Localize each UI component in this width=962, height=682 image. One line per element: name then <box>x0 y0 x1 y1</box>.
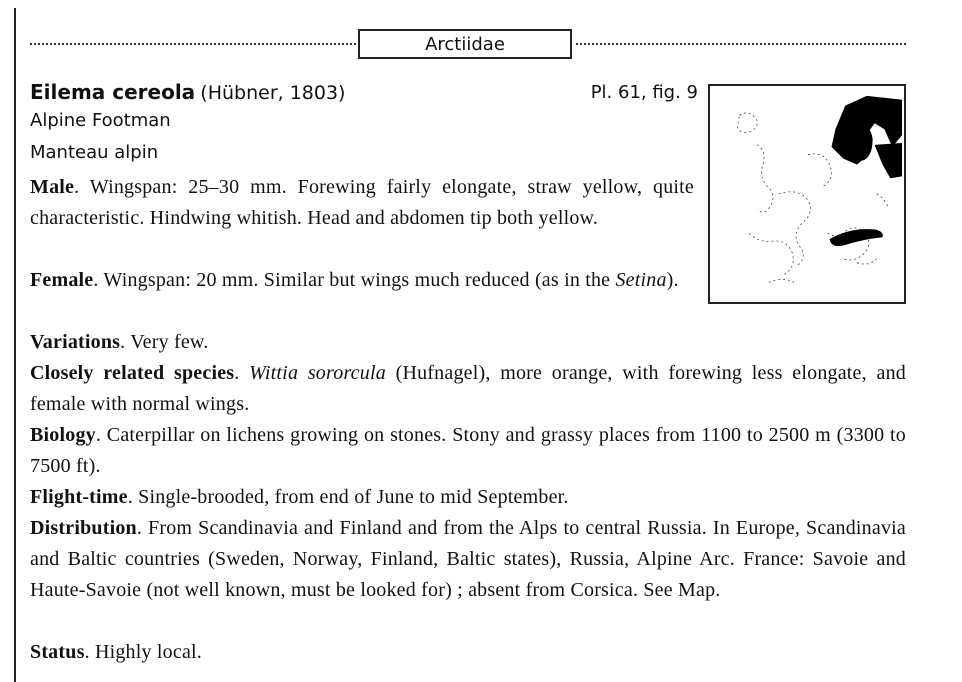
section-status <box>30 637 906 668</box>
section-male <box>30 172 694 234</box>
distribution-map-icon <box>708 84 906 304</box>
variations-text: . Very few. <box>120 331 209 353</box>
species-header <box>30 80 698 104</box>
dotted-rule-right <box>576 43 906 45</box>
female-text-1: . Wingspan: 20 mm. Similar but wings much reduced (as in the <box>93 269 616 291</box>
variations-label: Variations <box>30 331 121 353</box>
female-italic-genus: Setina <box>615 269 667 291</box>
biology-label: Biology <box>30 424 96 446</box>
range-areas <box>830 96 903 246</box>
female-label: Female <box>30 269 94 291</box>
related-italic-species: Wittia sororcula <box>249 362 386 384</box>
section-female <box>30 265 694 296</box>
page-margin-rule <box>14 8 16 682</box>
scientific-name: Eilema cereola <box>30 80 196 104</box>
section-distribution <box>30 513 906 606</box>
distribution-text: . From Scandinavia and Finland and from the Alps to central Russia. In Europe, Scandinavia and Baltic countries (Sweden, Norway, Finland, Baltic states), Russia, Alpine Arc. France: Savoie and Haute-Savoie (not well known, must be looked for) ; absent from Corsica. See Map. <box>30 517 906 601</box>
male-text: . Wingspan: 25–30 mm. Forewing fairly elongate, straw yellow, quite characteristic. Hindwing whitish. Head and abdomen tip both yellow. <box>30 176 694 229</box>
flight-text: . Single-brooded, from end of June to mid September. <box>127 486 569 508</box>
related-label: Closely related species <box>30 362 235 384</box>
common-name-french: Manteau alpin <box>30 142 159 163</box>
status-text: . Highly local. <box>84 641 202 663</box>
common-name-english: Alpine Footman <box>30 110 171 131</box>
female-text-2: ). <box>666 269 679 291</box>
section-variations <box>30 327 906 358</box>
biology-text: . Caterpillar on lichens growing on stones. Stony and grassy places from 1100 to 2500 m (3300 to 7500 ft). <box>30 424 906 477</box>
distribution-label: Distribution <box>30 517 137 539</box>
male-label: Male <box>30 176 75 198</box>
species-author: (Hübner, 1803) <box>200 82 346 104</box>
dotted-rule-left <box>30 43 356 45</box>
related-text-2: (Hufnagel), more orange, with forewing less elongate, and female with normal wings. <box>30 362 906 415</box>
plate-reference: Pl. 61, fig. 9 <box>590 82 698 103</box>
status-label: Status <box>30 641 85 663</box>
section-biology <box>30 420 906 482</box>
family-heading: Arctiidae <box>358 29 572 59</box>
related-text-1: . <box>234 362 250 384</box>
section-related-species <box>30 358 906 420</box>
flight-label: Flight-time <box>30 486 128 508</box>
section-flight-time <box>30 482 906 513</box>
